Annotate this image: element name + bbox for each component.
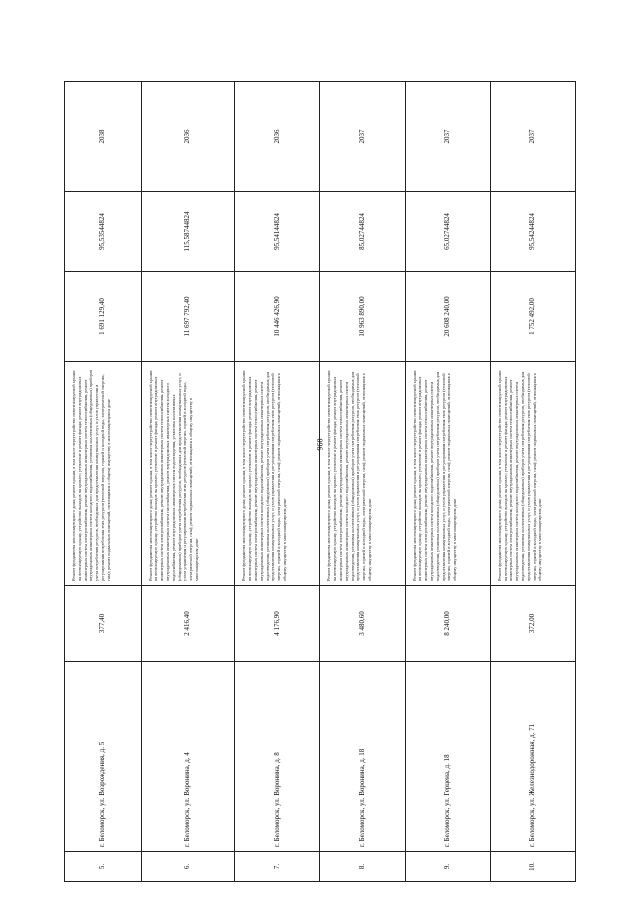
year-cell: 2037 xyxy=(320,82,405,192)
year-cell: 2037 xyxy=(405,82,490,192)
page-number: 960 xyxy=(315,438,325,451)
table-row xyxy=(141,82,235,882)
area-cell: 8 240,00 xyxy=(405,586,490,662)
address-cell: г. Беломорск, ул. Железнодорожная, д. 71 xyxy=(490,662,575,852)
table-row xyxy=(235,82,320,882)
cost-cell: 20 608 240,00 xyxy=(405,272,490,362)
coefficient-cell: 95,53544824 xyxy=(65,192,142,272)
works-cell: Ремонт фундамента многоквартирного дома; ремонт крыши, в том числе переустройство невентилируемой крыши на вентилируемую крышу, устройство выходов на кровлю; утепление и ремонт фасада; ремонт внутридомовых инженерных систем электроснабжения, ремонт внутридомовых инженерных систем теплоснабжения, ремонт внутридомовых инженерных систем холодного водоснабжения, установка коллективных (общедомовых) приборов учета потребления ресурсов, необходимых для предоставления коммунальных услуг, и узлов управления и регулирования потребления этих ресурсов (тепловой энергии, горячей и холодной воды, электрической энергии, газа); ремонт подвальных помещений, относящихся к общему имуществу в многоквартирном доме xyxy=(65,362,142,586)
cost-cell: 10 963 890,00 xyxy=(320,272,405,362)
address-cell: г. Беломорск, ул. Воронина, д. 4 xyxy=(141,662,235,852)
works-cell: Ремонт фундамента многоквартирного дома; ремонт крыши, в том числе переустройство невентилируемой крыши на вентилируемую крышу, устройство выходов на кровлю; утепление и ремонт фасада; ремонт внутридомовых инженерных систем электроснабжения, ремонт внутридомовых инженерных систем теплоснабжения, ремонт внутридомовых инженерных систем холодного водоснабжения, ремонт внутридомовых инженерных систем водоотведения, установка коллективных (общедомовых) приборов учета потребления ресурсов, необходимых для предоставления коммунальных услуг, и узлов управления и регулирования потребления этих ресурсов (тепловой энергии, горячей и холодной воды, электрической энергии, газа); ремонт подвальных помещений, относящихся к общему имуществу в многоквартирном доме xyxy=(320,362,405,586)
table-frame xyxy=(64,82,576,882)
area-cell: 2 416,40 xyxy=(141,586,235,662)
year-cell: 2036 xyxy=(235,82,320,192)
year-cell: 2038 xyxy=(65,82,142,192)
row-number: 5. xyxy=(65,852,142,882)
coefficient-cell: 115,58744824 xyxy=(141,192,235,272)
works-cell: Ремонт фундамента многоквартирного дома; ремонт крыши, в том числе переустройство невентилируемой крыши на вентилируемую крышу, устройство выходов на кровлю; утепление и ремонт фасада; ремонт внутридомовых инженерных систем электроснабжения, ремонт внутридомовых инженерных систем теплоснабжения, ремонт внутридомовых инженерных систем газоснабжения, ремонт внутридомовых инженерных систем холодного водоснабжения, ремонт внутридомовых инженерных систем водоотведения, установка коллективных (общедомовых) приборов учета потребления ресурсов, необходимых для предоставления коммунальных услуг, и узлов управления и регулирования потребления этих ресурсов (тепловой энергии, горячей и холодной воды, электрической энергии, газа); ремонт подвальных помещений, относящихся к общему имуществу в многоквартирном доме xyxy=(141,362,235,586)
table-row xyxy=(320,82,405,882)
coefficient-cell: 95,54144824 xyxy=(235,192,320,272)
capital-repair-table xyxy=(64,81,576,882)
area-cell: 3 480,60 xyxy=(320,586,405,662)
works-cell: Ремонт фундамента многоквартирного дома; ремонт крыши, в том числе переустройство невентилируемой крыши на вентилируемую крышу, устройство выходов на кровлю; утепление и ремонт фасада; ремонт внутридомовых инженерных систем электроснабжения, ремонт внутридомовых инженерных систем теплоснабжения, ремонт внутридомовых инженерных систем холодного водоснабжения, ремонт внутридомовых инженерных систем водоотведения, установка коллективных (общедомовых) приборов учета потребления ресурсов, необходимых для предоставления коммунальных услуг, и узлов управления и регулирования потребления этих ресурсов (тепловой энергии, горячей и холодной воды, электрической энергии, газа); ремонт подвальных помещений, относящихся к общему имуществу в многоквартирном доме xyxy=(405,362,490,586)
row-number: 8. xyxy=(320,852,405,882)
coefficient-cell: 85,02744824 xyxy=(320,192,405,272)
row-number: 6. xyxy=(141,852,235,882)
cost-cell: 1 691 129,40 xyxy=(65,272,142,362)
row-number: 7. xyxy=(235,852,320,882)
row-number: 10. xyxy=(490,852,575,882)
table-row xyxy=(490,82,575,882)
address-cell: г. Беломорск, ул. Возрождения, д. 5 xyxy=(65,662,142,852)
year-cell: 2036 xyxy=(141,82,235,192)
table-row xyxy=(405,82,490,882)
works-cell: Ремонт фундамента многоквартирного дома; ремонт крыши, в том числе переустройство невентилируемой крыши на вентилируемую крышу, устройство выходов на кровлю; утепление и ремонт фасада; ремонт внутридомовых инженерных систем электроснабжения, ремонт внутридомовых инженерных систем теплоснабжения, ремонт внутридомовых инженерных систем холодного водоснабжения, ремонт внутридомовых инженерных систем водоотведения, установка коллективных (общедомовых) приборов учета потребления ресурсов, необходимых для предоставления коммунальных услуг, и узлов управления и регулирования потребления этих ресурсов (тепловой энергии, горячей и холодной воды, электрической энергии, газа); ремонт подвальных помещений, относящихся к общему имуществу в многоквартирном доме xyxy=(235,362,320,586)
table-row xyxy=(65,82,142,882)
year-cell: 2037 xyxy=(490,82,575,192)
coefficient-cell: 65,02744824 xyxy=(405,192,490,272)
address-cell: г. Беломорск, ул. Воронина, д. 18 xyxy=(320,662,405,852)
area-cell: 4 176,90 xyxy=(235,586,320,662)
cost-cell: 1 752 492,00 xyxy=(490,272,575,362)
address-cell: г. Беломорск, ул. Воронина, д. 8 xyxy=(235,662,320,852)
row-number: 9. xyxy=(405,852,490,882)
works-cell: Ремонт фундамента многоквартирного дома; ремонт крыши, в том числе переустройство невентилируемой крыши на вентилируемую крышу, устройство выходов на кровлю; утепление и ремонт фасада; ремонт внутридомовых инженерных систем электроснабжения, ремонт внутридомовых инженерных систем теплоснабжения, ремонт внутридомовых инженерных систем холодного водоснабжения, ремонт внутридомовых инженерных систем водоотведения, установка коллективных (общедомовых) приборов учета потребления ресурсов, необходимых для предоставления коммунальных услуг, и узлов управления и регулирования потребления этих ресурсов (тепловой энергии, горячей и холодной воды, электрической энергии, газа); ремонт подвальных помещений, относящихся к общему имуществу в многоквартирном доме xyxy=(490,362,575,586)
table-body xyxy=(65,82,576,882)
rotated-table-wrapper xyxy=(64,82,576,882)
area-cell: 372,00 xyxy=(490,586,575,662)
cost-cell: 10 446 426,90 xyxy=(235,272,320,362)
coefficient-cell: 95,54244824 xyxy=(490,192,575,272)
cost-cell: 11 697 792,40 xyxy=(141,272,235,362)
area-cell: 377,40 xyxy=(65,586,142,662)
address-cell: г. Беломорск, ул. Герцена, д. 18 xyxy=(405,662,490,852)
